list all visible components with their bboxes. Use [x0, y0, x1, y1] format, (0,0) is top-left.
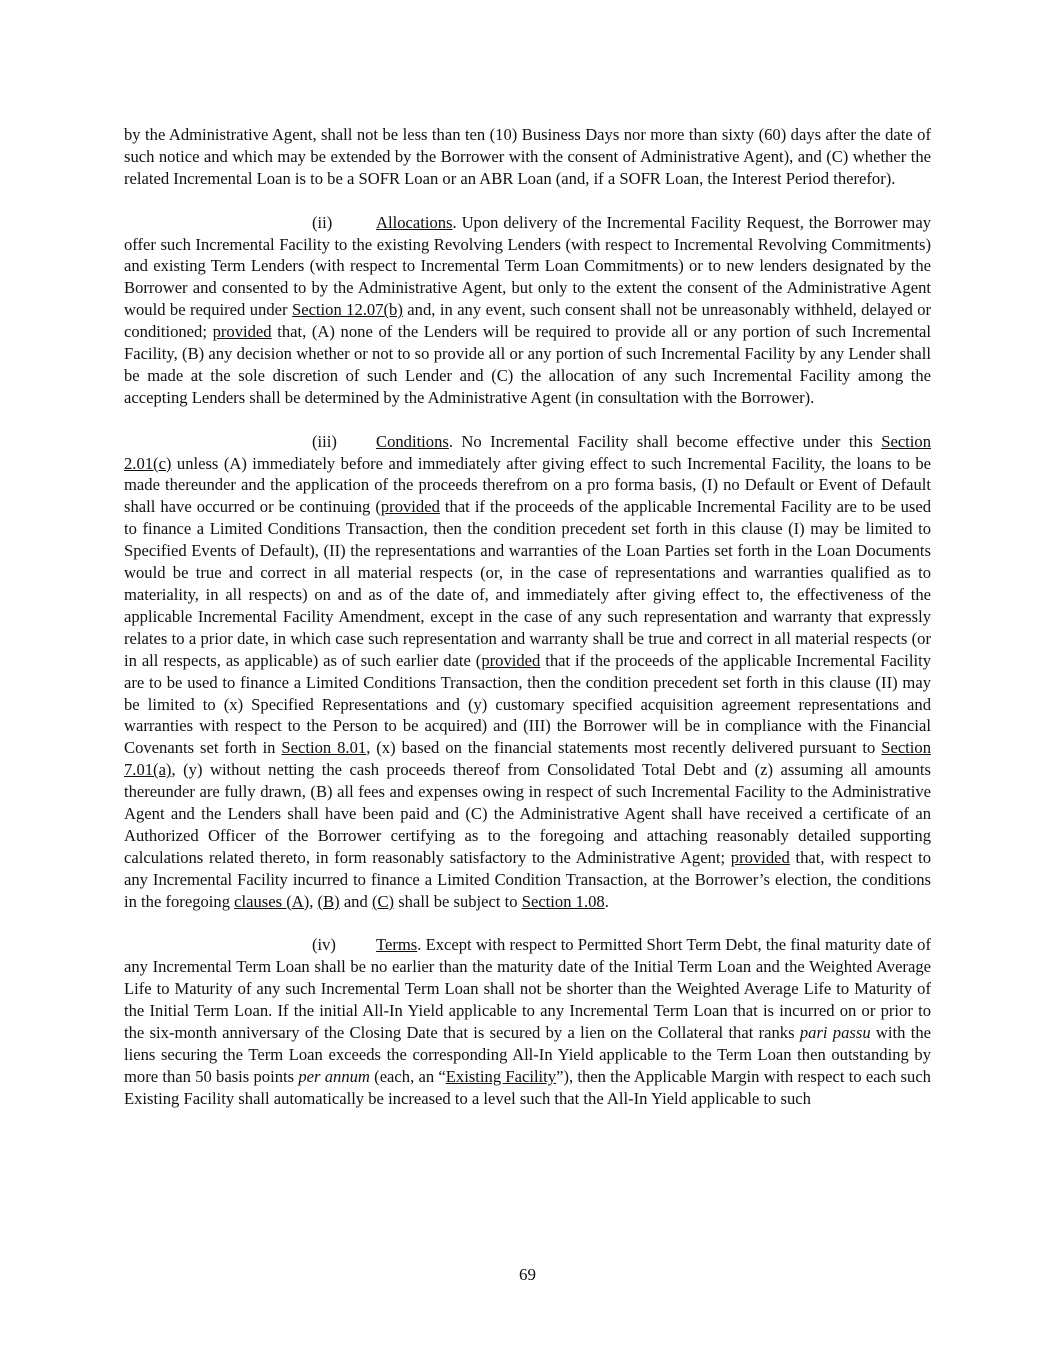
defined-term: provided: [730, 847, 790, 867]
text-run: . Except with respect to Permitted Short Term Debt, the final maturity date of any Incremental Term Loan shall be no earlier than the maturity date of the Initial Term Loan and the Weighted Average Life to Maturity of any such Incremental Term Loan shall not be shorter than the Weighted Average Life to Maturity of the Initial Term Loan. If the initial All-In Yield applicable to any Incremental Term Loan that is incurred on or prior to the six-month anniversary of the Closing Date that is secured by a lien on the Collateral that ranks: [124, 935, 931, 1043]
text-run: . No Incremental Facility shall become effective under this: [448, 431, 882, 451]
clause-number: (ii): [312, 212, 333, 232]
clause-reference: (B): [317, 891, 340, 911]
section-reference: Section 8.01: [281, 738, 367, 758]
text-run: ,: [309, 891, 318, 911]
defined-term: provided: [212, 322, 272, 342]
clause-heading: Terms: [376, 935, 418, 955]
text-run: that, with respect to any Incremental Facility incurred to finance a Limited Condition Transaction, at the Borrower’s election, the conditions in the foregoing: [124, 847, 931, 911]
clause-reference: clauses (A): [234, 891, 310, 911]
section-reference: Section 1.08: [521, 891, 605, 911]
paragraph-conditions: [124, 431, 931, 913]
text-run: , (x) based on the financial statements most recently delivered pursuant to: [366, 738, 882, 758]
clause-number: (iv): [312, 935, 336, 955]
clause-number: (iii): [312, 431, 337, 451]
section-reference: Section 2.01(c): [124, 431, 931, 473]
paragraph-intro: [124, 124, 931, 190]
text-run: . Upon delivery of the Incremental Facility Request, the Borrower may offer such Incremental Facility to the existing Revolving Lenders (with respect to Incremental Revolving Commitments) and existing Term Lenders (with respect to Incremental Term Loan Commitments) or to new lenders designated by the Borrower and consented to by the Administrative Agent, but only to the extent the consent of the Administrative Agent would be required under: [124, 212, 931, 320]
paragraph-text: by the Administrative Agent, shall not be less than ten (10) Business Days nor more than sixty (60) days after the date of such notice and which may be extended by the Borrower with the consent of Administrative Agent), and (C) whether the related Incremental Loan is to be a SOFR Loan or an ABR Loan (and, if a SOFR Loan, the Interest Period therefor).: [124, 125, 931, 188]
text-run: , (y) without netting the cash proceeds thereof from Consolidated Total Debt and (z) assuming all amounts thereunder are fully drawn, (B) all fees and expenses owing in respect of such Incremental Facility to the Administrative Agent and the Lenders shall have been paid and (C) the Administrative Agent shall have received a certificate of an Authorized Officer of the Borrower certifying as to the foregoing and attaching reasonably detailed supporting calculations related thereto, in form reasonably satisfactory to the Administrative Agent;: [124, 760, 931, 867]
defined-term: Existing Facility: [445, 1066, 557, 1086]
text-run: ”), then the Applicable Margin with respect to each such Existing Facility shall automatically be increased to a level such that the All-In Yield applicable to such: [124, 1066, 931, 1108]
latin-term: pari passu: [799, 1023, 871, 1043]
document-page: [124, 124, 931, 1132]
clause-reference: (C): [371, 891, 395, 911]
defined-term: provided: [481, 650, 541, 670]
text-run: that if the proceeds of the applicable Incremental Facility are to be used to finance a Limited Conditions Transaction, then the condition precedent set forth in this clause (II) may be limited to (x) Specified Representations and (y) customary specified acquisition agreement representations and warranties with respect to the Person to be acquired) and (III) the Borrower will be in compliance with the Financial Covenants set forth in: [124, 650, 931, 758]
text-run: unless (A) immediately before and immediately after giving effect to such Incremental Facility, the loans to be made thereunder and the application of the proceeds therefrom on a pro forma basis, (I) no Default or Event of Default shall have occurred or be continuing (: [124, 453, 931, 517]
clause-heading: Conditions: [376, 431, 449, 451]
text-run: with the liens securing the Term Loan exceeds the corresponding All-In Yield applicable to the Term Loan then outstanding by more than 50 basis points: [124, 1023, 931, 1086]
section-reference: Section 7.01(a): [124, 738, 931, 780]
latin-term: per annum: [298, 1066, 370, 1086]
text-run: that if the proceeds of the applicable Incremental Facility are to be used to finance a Limited Conditions Transaction, then the condition precedent set forth in this clause (I) may be limited to Specified Events of Default), (II) the representations and warranties of the Loan Parties set forth in the Loan Documents would be true and correct in all material respects (or, in the case of representations and warranties qualified as to materiality, in all respects) on and as of the date of, and immediately after giving effect to, the effectiveness of the applicable Incremental Facility Amendment, except in the case of any such representation and warranty that expressly relates to a prior date, in which case such representation and warranty shall be true and correct in all material respects (or in all respects, as applicable) as of such earlier date (: [124, 497, 931, 670]
text-run: shall be subject to: [394, 891, 522, 911]
text-run: .: [604, 891, 609, 911]
text-run: (each, an “: [369, 1066, 446, 1086]
page-number: 69: [519, 1265, 536, 1284]
text-run: and: [339, 891, 372, 911]
paragraph-allocations: [124, 212, 931, 409]
defined-term: provided: [380, 497, 440, 517]
text-run: that, (A) none of the Lenders will be required to provide all or any portion of such Incremental Facility, (B) any decision whether or not to so provide all or any portion of such Incremental Facility by any Lender shall be made at the sole discretion of such Lender and (C) the allocation of any such Incremental Facility among the accepting Lenders shall be determined by the Administrative Agent (in consultation with the Borrower).: [124, 322, 931, 407]
text-run: and, in any event, such consent shall not be unreasonably withheld, delayed or conditioned;: [124, 300, 932, 342]
paragraph-terms: [124, 934, 931, 1109]
section-reference: Section 12.07(b): [291, 300, 403, 320]
clause-heading: Allocations: [376, 212, 453, 232]
